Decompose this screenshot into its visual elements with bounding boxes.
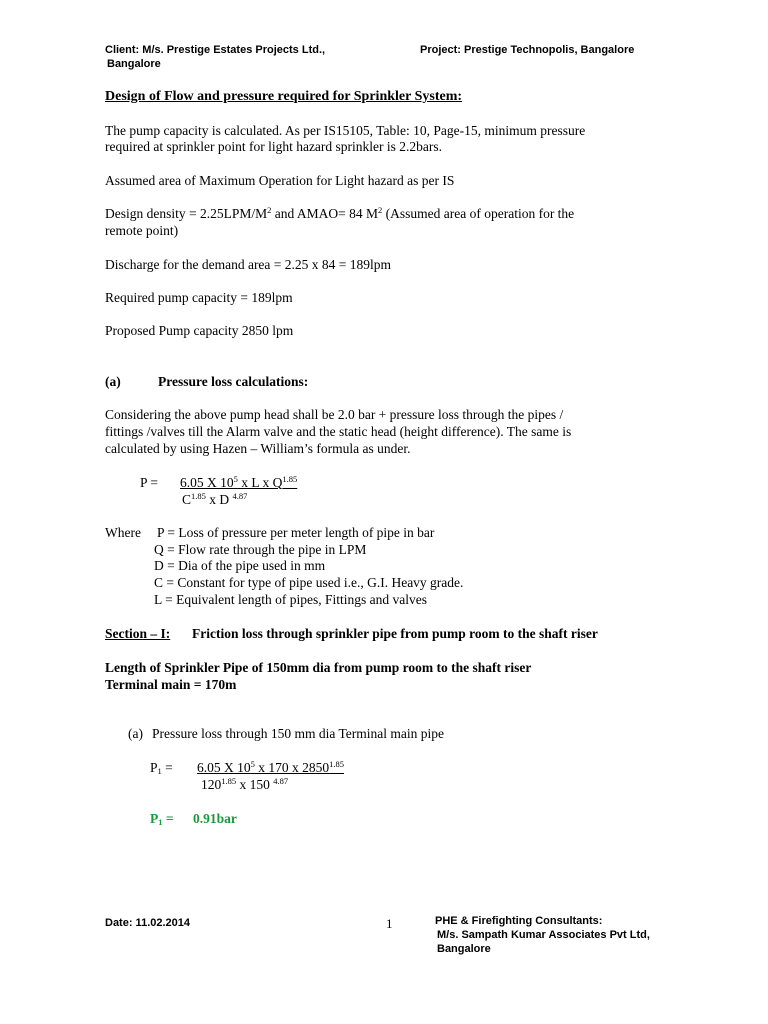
- formula2-den-a-sup: 1.85: [221, 776, 237, 786]
- page-number: 1: [386, 916, 393, 931]
- assumed-area-text: Assumed area of Maximum Operation for Light hazard as per IS: [105, 173, 455, 188]
- section-a-label: (a): [105, 374, 121, 389]
- design-density-sup-b: 2: [378, 205, 383, 215]
- intro-line-2: required at sprinkler point for light hazard sprinkler is 2.2bars.: [105, 139, 443, 154]
- length-line-2: Terminal main = 170m: [105, 677, 237, 692]
- result-lhs: [150, 810, 174, 827]
- where-item: C = Constant for type of pipe used i.e., G.I. Heavy grade.: [154, 575, 464, 590]
- result-lhs-sub: 1: [158, 817, 163, 827]
- result-eq: =: [162, 811, 174, 826]
- sub-a-label: (a): [128, 726, 143, 741]
- formula2-num-b-sup: 1.85: [329, 759, 344, 769]
- formula2-numerator: [197, 759, 344, 776]
- discharge-text: Discharge for the demand area = 2.25 x 84 = 189lpm: [105, 257, 392, 272]
- design-density-text-a: Design density = 2.25LPM/M: [105, 206, 268, 221]
- client-city: Bangalore: [107, 58, 161, 70]
- formula2-lhs: [150, 759, 173, 776]
- section-1-label: Section – I:: [105, 626, 171, 641]
- required-capacity-text: Required pump capacity = 189lpm: [105, 290, 293, 305]
- considering-line-3: calculated by using Hazen – William’s formula as under.: [105, 441, 411, 456]
- formula2-denominator: [201, 776, 288, 793]
- design-density-text-b: and AMAO= 84 M: [271, 206, 378, 221]
- where-item: P = Loss of pressure per meter length of pipe in bar: [157, 525, 435, 540]
- formula2-den-b: x 150: [236, 777, 274, 792]
- formula2-den-b-sup: 4.87: [273, 776, 289, 786]
- length-line-1: Length of Sprinkler Pipe of 150mm dia from pump room to the shaft riser: [105, 660, 532, 675]
- design-density-sup-a: 2: [267, 205, 272, 215]
- section-a-title: Pressure loss calculations:: [158, 374, 309, 389]
- formula2-num-b: x 170 x 2850: [254, 760, 330, 775]
- design-density-line-2: remote point): [105, 223, 179, 238]
- formula-num-a-sup: 5: [233, 474, 238, 484]
- formula-num-b: x L x Q: [237, 475, 283, 490]
- section-1-title: Friction loss through sprinkler pipe from pump room to the shaft riser: [192, 626, 598, 641]
- formula2-eq: =: [161, 760, 173, 775]
- formula-den-b-sup: 4.87: [232, 491, 248, 501]
- where-label: Where: [105, 525, 141, 540]
- design-density-line-1: [105, 205, 574, 222]
- project-name: Project: Prestige Technopolis, Bangalore: [420, 44, 635, 56]
- sub-a-text: Pressure loss through 150 mm dia Terminal main pipe: [152, 726, 445, 741]
- footer-consultant-title: PHE & Firefighting Consultants:: [435, 915, 603, 927]
- formula2-num-a-sup: 5: [250, 759, 255, 769]
- formula-numerator: [180, 474, 297, 491]
- formula2-lhs-sub: 1: [157, 766, 162, 776]
- formula-num-b-sup: 1.85: [282, 474, 298, 484]
- page-title: Design of Flow and pressure required for Sprinkler System:: [105, 89, 463, 104]
- result-value: 0.91bar: [193, 811, 237, 826]
- footer-consultant-name: M/s. Sampath Kumar Associates Pvt Ltd,: [437, 929, 650, 941]
- formula2-lhs-p: P: [150, 760, 158, 775]
- where-item: Q = Flow rate through the pipe in LPM: [154, 542, 367, 557]
- design-density-text-c: (Assumed area of operation for the: [382, 206, 575, 221]
- formula-den-a: C: [182, 492, 192, 507]
- intro-line-1: The pump capacity is calculated. As per IS15105, Table: 10, Page-15, minimum pressure: [105, 123, 586, 138]
- footer-date: Date: 11.02.2014: [105, 917, 191, 929]
- formula-den-b: x D: [205, 492, 233, 507]
- formula-den-a-sup: 1.85: [191, 491, 206, 501]
- considering-line-2: fittings /valves till the Alarm valve and the static head (height difference). The same is: [105, 424, 572, 439]
- formula2-num-a: 6.05 X 10: [197, 760, 251, 775]
- formula-lhs: P =: [140, 475, 158, 490]
- client-name: Client: M/s. Prestige Estates Projects Ltd.,: [105, 44, 326, 56]
- considering-line-1: Considering the above pump head shall be 2.0 bar + pressure loss through the pipes /: [105, 407, 564, 422]
- where-item: L = Equivalent length of pipes, Fittings and valves: [154, 592, 427, 607]
- formula2-den-a: 120: [201, 777, 222, 792]
- formula-denominator: [182, 491, 247, 508]
- result-lhs-p: P: [150, 811, 159, 826]
- footer-consultant-city: Bangalore: [437, 943, 491, 955]
- proposed-capacity-text: Proposed Pump capacity 2850 lpm: [105, 323, 294, 338]
- formula-num-a: 6.05 X 10: [180, 475, 234, 490]
- where-item: D = Dia of the pipe used in mm: [154, 558, 326, 573]
